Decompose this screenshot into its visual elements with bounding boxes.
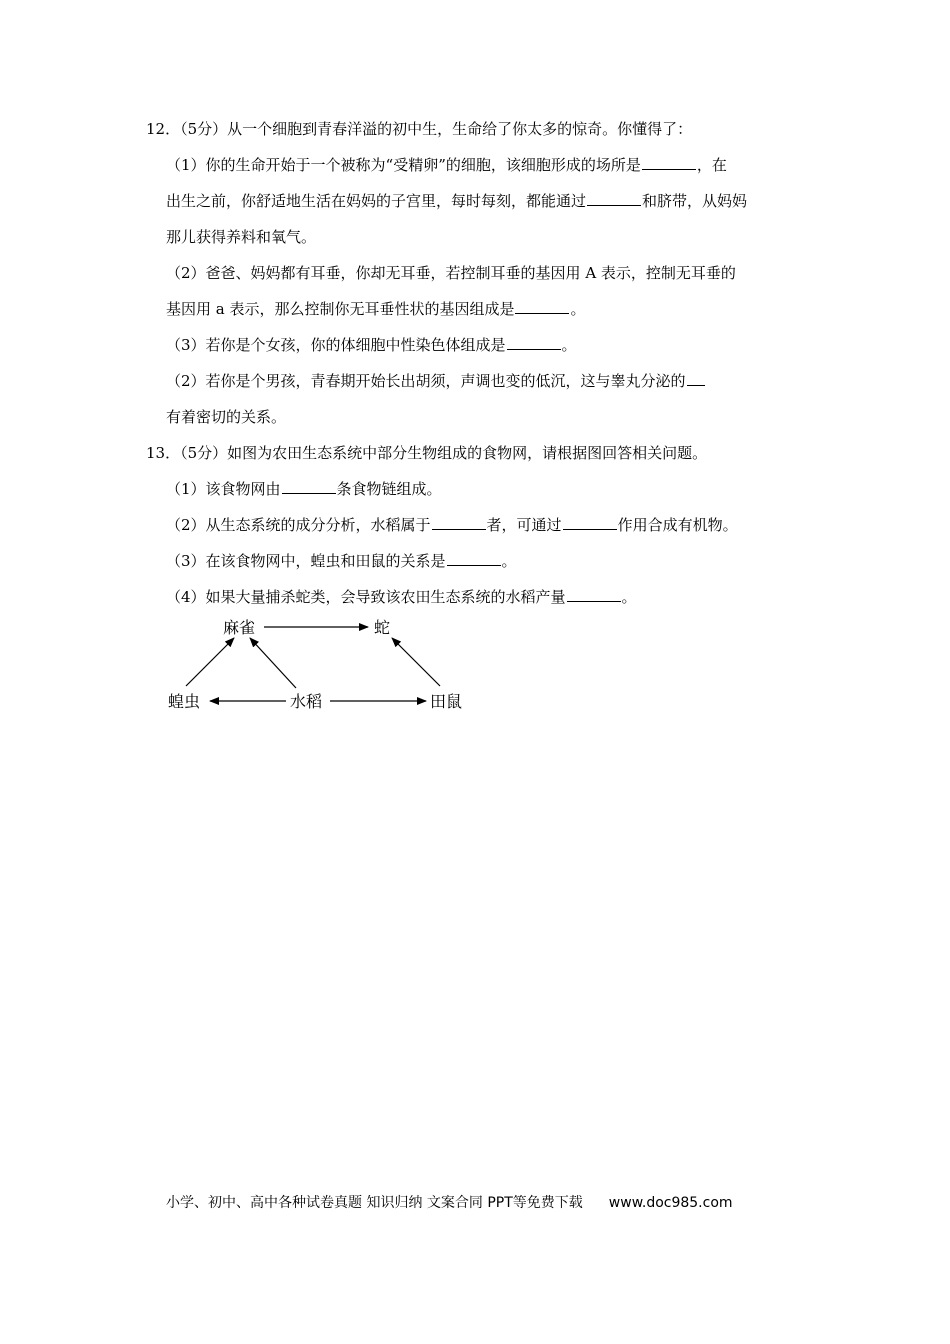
node-sparrow: 麻雀 bbox=[223, 618, 256, 637]
q12-part4-text-a: （2）若你是个男孩，青春期开始长出胡须，声调也变的低沉，这与睾丸分泌的 bbox=[166, 372, 686, 390]
q12-part4-line2: 有着密切的关系。 bbox=[166, 408, 287, 426]
q13-blank-role[interactable] bbox=[432, 515, 486, 530]
q12-part2-text-b: 基因用 a 表示，那么控制你无耳垂性状的基因组成是 bbox=[166, 300, 515, 318]
node-vole: 田鼠 bbox=[430, 692, 463, 711]
q13-blank-chain-count[interactable] bbox=[282, 479, 336, 494]
q12-part3-text-a: （3）若你是个女孩，你的体细胞中性染色体组成是 bbox=[166, 336, 506, 354]
q12-part1-text-b: ，在 bbox=[696, 156, 727, 174]
q12-part1-line1 bbox=[166, 155, 727, 175]
arrow-vole-to-snake bbox=[392, 638, 440, 686]
q12-part1-text-c: 出生之前，你舒适地生活在妈妈的子宫里，每时每刻，都能通过 bbox=[166, 192, 587, 210]
footer-text: 小学、初中、高中各种试卷真题 知识归纳 文案合同 PPT等免费下载 bbox=[166, 1195, 583, 1211]
q12-part1-line2 bbox=[166, 191, 747, 211]
q12-blank-placenta[interactable] bbox=[587, 191, 641, 206]
arrow-rice-to-sparrow bbox=[250, 638, 296, 688]
footer-site-link[interactable]: www.doc985.com bbox=[608, 1195, 733, 1211]
q13-part4-line bbox=[166, 587, 637, 607]
q12-part3-line bbox=[166, 335, 577, 355]
q12-blank-genotype[interactable] bbox=[515, 299, 569, 314]
q13-part4-text-a: （4）如果大量捕杀蛇类，会导致该农田生态系统的水稻产量 bbox=[166, 588, 566, 606]
node-rice: 水稻 bbox=[290, 692, 323, 711]
q12-blank-fertilization-site[interactable] bbox=[642, 155, 696, 170]
q13-part1-text-b: 条食物链组成。 bbox=[336, 480, 442, 498]
page-footer bbox=[166, 1192, 733, 1212]
q12-part3-text-b: 。 bbox=[561, 336, 577, 354]
q12-blank-hormone[interactable] bbox=[687, 371, 705, 386]
q13-part2-text-a: （2）从生态系统的成分分析，水稻属于 bbox=[166, 516, 431, 534]
q12-part2-text-c: 。 bbox=[570, 300, 586, 318]
node-snake: 蛇 bbox=[374, 618, 391, 637]
q12-part2-line1: （2）爸爸、妈妈都有耳垂，你却无耳垂，若控制耳垂的基因用 A 表示，控制无耳垂的 bbox=[166, 264, 736, 282]
q13-blank-yield[interactable] bbox=[567, 587, 621, 602]
q13-blank-relationship[interactable] bbox=[447, 551, 501, 566]
food-web-diagram bbox=[160, 610, 490, 720]
q13-part3-line bbox=[166, 551, 517, 571]
q13-part4-text-b: 。 bbox=[621, 588, 637, 606]
q12-part1-text-a: （1）你的生命开始于一个被称为“受精卵”的细胞，该细胞形成的场所是 bbox=[166, 156, 641, 174]
q13-part2-line bbox=[166, 515, 738, 535]
q12-stem: 12．（5分）从一个细胞到青春洋溢的初中生，生命给了你太多的惊奇。你懂得了： bbox=[146, 120, 693, 138]
q12-part1-text-d: 和脐带，从妈妈 bbox=[642, 192, 748, 210]
node-locust: 蝗虫 bbox=[168, 692, 201, 711]
q12-blank-sex-chromosomes[interactable] bbox=[507, 335, 561, 350]
q13-part2-text-c: 作用合成有机物。 bbox=[617, 516, 738, 534]
arrow-locust-to-sparrow bbox=[186, 638, 234, 686]
q13-part3-text-b: 。 bbox=[501, 552, 517, 570]
q13-part3-text-a: （3）在该食物网中，蝗虫和田鼠的关系是 bbox=[166, 552, 446, 570]
q12-part2-line2 bbox=[166, 299, 586, 319]
q13-part2-text-b: 者，可通过 bbox=[486, 516, 562, 534]
q13-stem: 13．（5分）如图为农田生态系统中部分生物组成的食物网，请根据图回答相关问题。 bbox=[146, 444, 708, 462]
q13-part1-line bbox=[166, 479, 442, 499]
q12-part1-line3: 那儿获得养料和氧气。 bbox=[166, 228, 317, 246]
q12-part4-line1 bbox=[166, 371, 706, 391]
q13-part1-text-a: （1）该食物网由 bbox=[166, 480, 281, 498]
q13-blank-process[interactable] bbox=[563, 515, 617, 530]
